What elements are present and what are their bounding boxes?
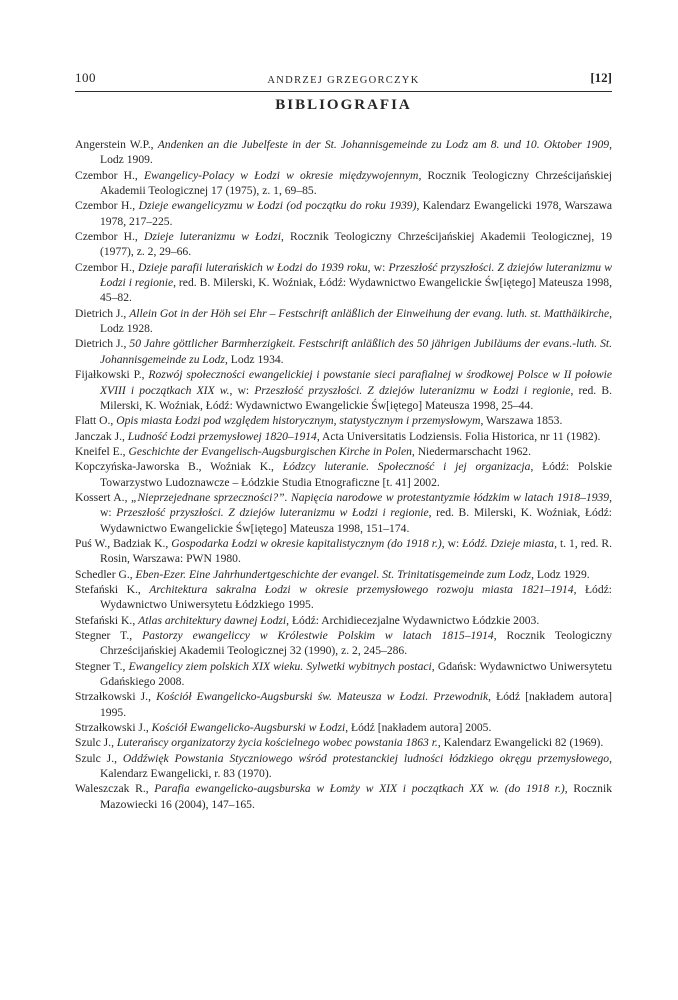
- entry-text: Dietrich J.,: [75, 337, 130, 351]
- bibliography-entry: [75, 659, 612, 690]
- entry-text: , red. B. Milerski, K. Woźniak, Łódź: Wydawnictwo Ewangelickie Św[iętego] Mateusza 1998, 151–174.: [100, 506, 612, 535]
- bibliography-entry: [75, 336, 612, 367]
- page-header: [75, 70, 612, 92]
- bibliography-entry: [75, 567, 612, 582]
- entry-text: , Łódź: Archidiecezjalne Wydawnictwo Łódzkie 2003.: [286, 613, 540, 627]
- bibliography-entry: [75, 260, 612, 306]
- bibliography-entry: [75, 720, 612, 735]
- entry-title-italic: Geschichte der Evangelisch-Augsburgischen Kirche in Polen: [128, 444, 412, 458]
- entry-title-italic: Przeszłość przyszłości. Z dziejów luteranizmu w Łodzi i regionie: [254, 383, 571, 397]
- entry-title-italic: Dzieje parafii luterańskich w Łodzi do 1939 roku: [137, 260, 368, 274]
- entry-title-italic: Dzieje luteranizmu w Łodzi: [143, 230, 281, 244]
- entry-title-italic: Pastorzy ewangeliccy w Królestwie Polskim w latach 1815–1914: [142, 629, 494, 642]
- entry-title-italic: Łódź. Dzieje miasta: [462, 536, 555, 550]
- entry-title-italic: Gospodarka Łodzi w okresie kapitalistycznym (do 1918 r.): [171, 536, 442, 550]
- entry-text: , Rocznik Teologiczny Chrześcijańskiej Akademii Teologicznej 17 (1975), z. 1, 69–85.: [100, 168, 613, 198]
- entry-text: Stegner T.,: [75, 659, 129, 673]
- entry-title-italic: Ludność Łodzi przemysłowej 1820–1914: [127, 429, 317, 443]
- bibliography-entry: [75, 536, 612, 567]
- bibliography-entry: [75, 429, 612, 444]
- entry-text: , Łódź [nakładem autora] 1995.: [100, 690, 612, 719]
- entry-title-italic: Oddźwięk Powstania Styczniowego wśród protestanckiej ludności łódzkiego okręgu przemysłowego: [122, 751, 610, 765]
- entry-text: Schedler G.,: [75, 567, 136, 581]
- entry-text: Stefański K.,: [75, 613, 139, 627]
- entry-text: Janczak J.,: [75, 429, 128, 443]
- bibliography-entry: [75, 229, 612, 260]
- entry-text: , Lodz 1934.: [224, 352, 284, 366]
- bibliography-entry: [75, 444, 612, 459]
- entry-title-italic: Architektura sakralna Łodzi w okresie przemysłowego rozwoju miasta 1821–1914: [149, 582, 574, 596]
- bibliography-entry: [75, 628, 612, 659]
- entry-title-italic: Andenken an die Jubelfeste in der St. Johannisgemeinde zu Lodz am 8. und 10. Oktober 1909: [157, 138, 610, 151]
- entry-text: Czembor H.,: [75, 199, 139, 213]
- entry-title-italic: Parafia ewangelicko-augsburska w Łomży w XIX i początkach XX w. (do 1918 r.): [154, 782, 565, 796]
- entry-text: , Lodz 1929.: [531, 567, 590, 581]
- entry-text: Strzałkowski J.,: [75, 690, 157, 704]
- entry-text: , red. B. Milerski, K. Woźniak, Łódź: Wydawnictwo Ewangelickie Św[iętego] Mateusza 1998, 25–44.: [100, 383, 612, 412]
- entry-text: , w:: [367, 260, 389, 274]
- entry-text: Szulc J.,: [75, 736, 117, 750]
- entry-text: , Rocznik Teologiczny Chrześcijańskiej Akademii Teologicznej 32 (1990), z. 2, 245–286.: [100, 629, 613, 658]
- entry-text: Dietrich J.,: [75, 306, 130, 320]
- page-number: 100: [75, 70, 96, 85]
- entry-title-italic: Dzieje ewangelicyzmu w Łodzi (od początku do roku 1939): [138, 199, 417, 213]
- section-title: BIBLIOGRAFIA: [275, 97, 412, 113]
- entry-text: Waleszczak R.,: [75, 782, 155, 796]
- entry-title-italic: Kościół Ewangelicko-Augsburski św. Mateusza w Łodzi. Przewodnik: [156, 690, 489, 704]
- entry-text: , w:: [100, 490, 613, 520]
- bibliography-entry: [75, 751, 612, 782]
- entry-title-italic: Przeszłość przyszłości. Z dziejów luteranizmu w Łodzi i regionie: [116, 506, 429, 520]
- entry-text: Stefański K.,: [75, 582, 150, 596]
- bibliography-entry: [75, 490, 612, 536]
- entry-text: , Warszawa 1853.: [480, 414, 563, 428]
- entry-text: , Kalendarz Ewangelicki, r. 83 (1970).: [100, 751, 612, 781]
- entry-text: Fijałkowski P.,: [75, 368, 149, 382]
- entry-text: , t. 1, red. R. Rosin, Warszawa: PWN 1980.: [100, 536, 612, 566]
- entry-text: , Gdańsk: Wydawnictwo Uniwersytetu Gdańskiego 2008.: [100, 659, 613, 689]
- bibliography-entry: [75, 306, 612, 337]
- entry-title-italic: „Nieprzejednane sprzeczności?”. Napięcia narodowe w protestantyzmie łódzkim w latach 1918–1939: [131, 490, 610, 504]
- bibliography-entry: [75, 198, 612, 229]
- pagination-mark: [12]: [590, 70, 612, 85]
- entry-text: Czembor H.,: [75, 260, 138, 274]
- entry-text: , Niedermarschacht 1962.: [411, 444, 532, 458]
- bibliography-entry: [75, 613, 612, 628]
- bibliography-entry: [75, 168, 612, 199]
- entry-title-italic: Ewangelicy ziem polskich XIX wieku. Sylwetki wybitnych postaci: [128, 659, 432, 673]
- bibliography-entry: [75, 459, 612, 490]
- entry-text: , Łódź: Polskie Towarzystwo Ludoznawcze – Łódzkie Studia Etnograficzne [t. 41] 2002.: [100, 460, 612, 489]
- bibliography-entry: [75, 689, 612, 720]
- entry-title-italic: Luterańscy organizatorzy życia kościelnego wobec powstania 1863 r.: [116, 736, 438, 750]
- entry-text: , Kalendarz Ewangelicki 82 (1969).: [437, 736, 604, 750]
- entry-title-italic: Atlas architektury dawnej Łodzi: [138, 613, 287, 627]
- entry-text: , Lodz 1909.: [100, 138, 612, 167]
- entry-text: Szulc J.,: [75, 751, 123, 765]
- entry-text: , Łódź: Wydawnictwo Uniwersytetu Łódzkiego 1995.: [100, 582, 612, 612]
- bibliography-entry: [75, 735, 612, 750]
- entry-title-italic: Przeszłość przyszłości. Z dziejów luteranizmu w Łodzi i regionie: [100, 260, 612, 290]
- entry-text: , Łódź [nakładem autora] 2005.: [345, 721, 492, 735]
- entry-title-italic: Allein Got in der Höh sei Ehr – Festschrift anläßlich der Einweihung der evang. luth. st. Matthäikirche: [129, 306, 610, 320]
- entry-text: Czembor H.,: [75, 230, 144, 244]
- running-title: ANDRZEJ GRZEGORCZYK: [267, 75, 420, 86]
- entry-title-italic: Ewangelicy-Polacy w Łodzi w okresie międzywojennym: [144, 168, 419, 182]
- entry-text: Flatt O.,: [75, 414, 117, 428]
- entry-title-italic: Rozwój społeczności ewangelickiej i powstanie sieci parafialnej w środkowej Polsce w II połowie XVIII i początkach XIX w.: [100, 368, 613, 397]
- entry-text: , Kalendarz Ewangelicki 1978, Warszawa 1978, 217–225.: [100, 199, 612, 228]
- entry-text: Czembor H.,: [75, 168, 144, 182]
- bibliography-entry: [75, 582, 612, 613]
- entry-text: Kossert A.,: [75, 490, 131, 504]
- entry-text: Strzałkowski J.,: [75, 721, 152, 735]
- bibliography-entry: [75, 367, 612, 413]
- entry-text: Kopczyńska-Jaworska B., Woźniak K.,: [75, 460, 283, 474]
- bibliography-entry: [75, 781, 612, 812]
- entry-text: Angerstein W.P.,: [75, 138, 158, 151]
- entry-title-italic: Eben-Ezer. Eine Jahrhundertgeschichte der evangel. St. Trinitatisgemeinde zum Lodz: [135, 567, 532, 581]
- entry-text: Stegner T.,: [75, 629, 143, 642]
- entry-text: , w:: [229, 383, 255, 397]
- bibliography-entry: [75, 137, 612, 168]
- entry-title-italic: Opis miasta Łodzi pod względem historycznym, statystycznym i przemysłowym: [116, 414, 481, 428]
- entry-title-italic: Kościół Ewangelicko-Augsburski w Łodzi: [151, 721, 346, 735]
- entry-text: , Lodz 1928.: [100, 306, 612, 336]
- entry-text: , Acta Universitatis Lodziensis. Folia Historica, nr 11 (1982).: [316, 429, 601, 443]
- entry-title-italic: 50 Jahre göttlicher Barmherzigkeit. Festschrift anläßlich des 50 jährigen Jubiläums der evans.-luth. St. Johannisgemeinde zu Lodz: [100, 337, 612, 366]
- entry-text: , w:: [441, 536, 463, 550]
- entry-text: , Rocznik Mazowiecki 16 (2004), 147–165.: [100, 782, 612, 811]
- entry-text: Kneifel E.,: [75, 444, 129, 458]
- entry-text: , Rocznik Teologiczny Chrześcijańskiej Akademii Teologicznej, 19 (1977), z. 2, 29–66.: [100, 230, 612, 259]
- entry-title-italic: Łódzcy luteranie. Społeczność i jej organizacja: [282, 460, 531, 474]
- bibliography-list: [75, 137, 612, 812]
- entry-text: Puś W., Badziak K.,: [75, 536, 172, 550]
- entry-text: , red. B. Milerski, K. Woźniak, Łódź: Wydawnictwo Ewangelickie Św[iętego] Mateusza 1998, 45–82.: [100, 276, 612, 305]
- bibliography-entry: [75, 413, 612, 428]
